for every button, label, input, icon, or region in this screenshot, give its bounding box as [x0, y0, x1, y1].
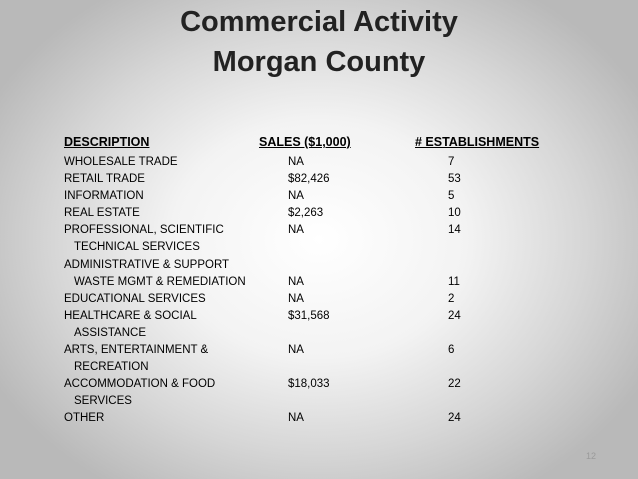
table-row [64, 171, 564, 188]
row-description: ARTS, ENTERTAINMENT & [64, 344, 209, 357]
row-sales: NA [288, 156, 304, 168]
row-establishments: 53 [448, 173, 461, 186]
title-line-2: Morgan County [212, 46, 426, 78]
row-establishments: 7 [448, 156, 455, 168]
header-description: DESCRIPTION [64, 135, 150, 149]
row-description: OTHER [64, 412, 105, 425]
table-header-row [64, 134, 564, 154]
commercial-activity-table [64, 134, 564, 428]
row-description-continued: SERVICES [74, 395, 132, 408]
row-description: ADMINISTRATIVE & SUPPORT [64, 258, 230, 271]
table-row-continuation [64, 325, 564, 342]
row-sales: NA [288, 224, 304, 237]
row-description: HEALTHCARE & SOCIAL [64, 309, 197, 322]
row-sales: NA [288, 412, 304, 425]
row-establishments: 24 [448, 309, 461, 322]
row-sales: $2,263 [288, 207, 324, 220]
row-sales: NA [288, 292, 304, 305]
table-row [64, 257, 564, 274]
row-establishments: 5 [448, 190, 455, 203]
row-establishments: 11 [448, 275, 460, 288]
row-description: REAL ESTATE [64, 207, 140, 220]
row-sales: NA [288, 190, 304, 203]
row-establishments: 2 [448, 292, 455, 305]
row-establishments: 10 [448, 207, 461, 220]
table-row [64, 222, 564, 239]
table-row [64, 342, 564, 359]
table-row-continuation [64, 239, 564, 256]
table-row [64, 308, 564, 325]
table-row [64, 410, 564, 427]
header-sales: SALES ($1,000) [259, 135, 351, 149]
table-row [64, 154, 564, 171]
row-description-continued: TECHNICAL SERVICES [74, 241, 200, 254]
row-description: WHOLESALE TRADE [64, 156, 178, 168]
row-description: WASTE MGMT & REMEDIATION [74, 275, 246, 288]
table-row [64, 274, 564, 291]
row-description: ACCOMMODATION & FOOD [64, 378, 216, 391]
header-establishments: # ESTABLISHMENTS [415, 135, 540, 149]
row-sales: $18,033 [288, 378, 330, 391]
row-description-continued: ASSISTANCE [74, 326, 146, 339]
table-row [64, 188, 564, 205]
row-establishments: 6 [448, 344, 455, 357]
title-line-1: Commercial Activity [180, 6, 458, 38]
row-description: RETAIL TRADE [64, 173, 145, 186]
row-sales: $82,426 [288, 173, 330, 186]
row-description: INFORMATION [64, 190, 144, 203]
row-sales: NA [288, 344, 304, 357]
row-sales: $31,568 [288, 309, 330, 322]
table-row [64, 376, 564, 393]
table-row-continuation [64, 393, 564, 410]
row-sales: NA [288, 275, 304, 288]
row-establishments: 24 [448, 412, 461, 425]
row-establishments: 14 [448, 224, 461, 237]
table-row-continuation [64, 359, 564, 376]
table-row [64, 291, 564, 308]
row-description: EDUCATIONAL SERVICES [64, 292, 206, 305]
table-row [64, 205, 564, 222]
row-establishments: 22 [448, 378, 461, 391]
page-title [0, 2, 638, 82]
row-description: PROFESSIONAL, SCIENTIFIC [64, 224, 224, 237]
row-description-continued: RECREATION [74, 361, 149, 374]
page-number: 12 [586, 451, 597, 461]
